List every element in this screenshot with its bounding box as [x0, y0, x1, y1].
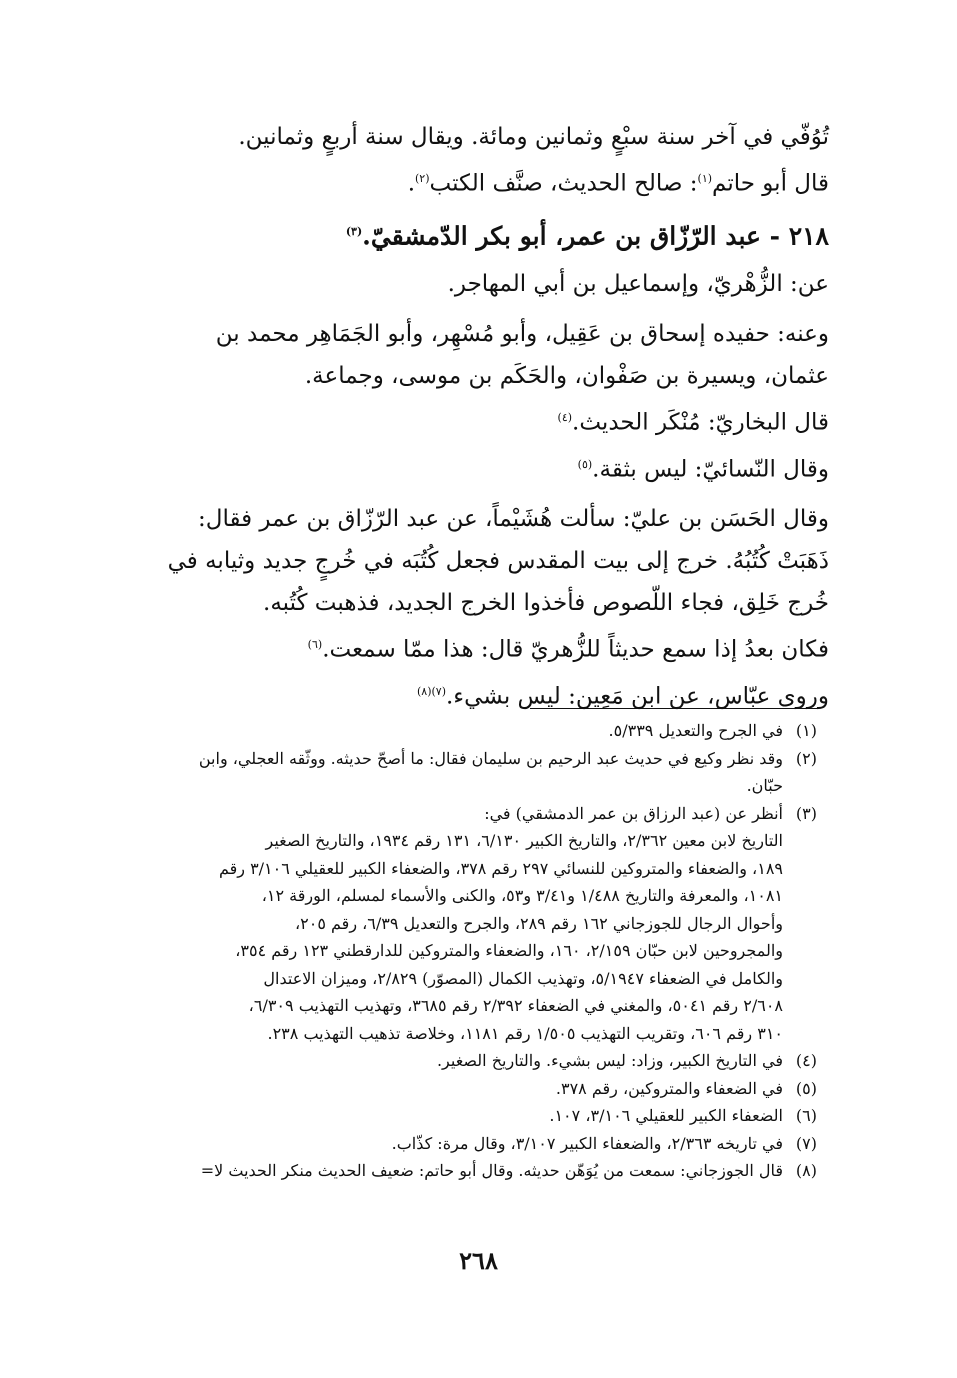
footnote-line: أنظر عن (عبد الرزاق بن عمر الدمشقي) في:	[484, 803, 783, 823]
footnote-line: في الضعفاء والمتروكين، رقم ٣٧٨.	[555, 1078, 783, 1098]
footnote-ref: (٣)	[345, 224, 363, 238]
footnote-number: (٦)	[795, 1106, 817, 1125]
footnote-line: في التاريخ الكبير، وزاد: ليس بشيء. والتاريخ الصغير.	[436, 1051, 783, 1070]
footnote-line: التاريخ لابن معين ٢/٣٦٢، والتاريخ الكبير ٦/١٣٠، ١٣١ رقم ١٩٣٤، والتاريخ الصغير	[265, 831, 783, 850]
footnote-number: (٥)	[795, 1078, 817, 1098]
text-span: وقال النّسائيّ: ليس بثقة.	[592, 456, 829, 483]
footnote-number: (٢)	[795, 748, 817, 768]
footnote-line: في تاريخه ٢/٣٦٣، والضعفاء الكبير ٣/١٠٧، وقال مرة: كذّاب.	[391, 1133, 783, 1153]
text-span: قال البخاريّ: مُنْكَر الحديث.	[572, 409, 829, 436]
footnote	[122, 1102, 817, 1130]
footnote-number: (٣)	[795, 803, 817, 823]
page-number: ٢٦٨	[459, 1246, 498, 1275]
footnote-line: وأحوال الرجال للجوزجاني ١٦٢ رقم ٢٨٩، والجرح والتعديل ٦/٣٩، رقم ٢٠٥،	[294, 913, 783, 933]
footnote-line: وقد نظر وكيع في حديث عبد الرحيم بن سليمان فقال: ما أصحّ حديثه. ووثّقه العجلي، وابن	[198, 748, 783, 768]
text-span: تُوُفّي في آخر سنة سبْعٍ وثمانين ومائة. ويقال سنة أربعٍ وثمانين.	[238, 124, 829, 150]
text-line	[128, 263, 829, 305]
footnote-ref: (٥)	[577, 457, 593, 471]
footnote-text	[122, 1047, 783, 1075]
text-line	[128, 355, 829, 397]
text-span: ذَهَبَتْ كُتُبُهُ. خرج إلى بيت المقدس فجعل كُتُبَه في خُرجٍ جديد وثيابه في	[167, 548, 829, 575]
footnote	[122, 800, 817, 1048]
text-line	[128, 313, 829, 355]
footnote-line: والكامل في الضعفاء ٥/١٩٤٧، وتهذيب الكمال (المصوّر) ٢/٨٢٩، وميزان الاعتدال	[263, 968, 783, 988]
text-span: : صالح الحديث، صنَّف الكتب	[429, 170, 698, 197]
text-line	[128, 444, 829, 491]
text-line	[128, 397, 829, 444]
text-span: عثمان، ويسيرة بن صَفْوان، والحَكَم بن موسى، وجماعة.	[304, 362, 829, 389]
text-span: قال أبو حاتم	[712, 170, 829, 197]
text-span: وقال الحَسَن بن عليّ: سألت هُشَيْماً، عن عبد الرّزّاق بن عمر فقال:	[198, 506, 829, 533]
footnote-line: ٣١٠ رقم ٦٠٦، وتقريب التهذيب ١/٥٠٥ رقم ١١٨١، وخلاصة تذهيب التهذيب ٢٣٨.	[267, 1023, 783, 1043]
footnote-ref: (٤)	[557, 410, 573, 424]
text-span: .	[407, 170, 415, 197]
footnote-text	[122, 1157, 783, 1185]
text-span: فكان بعدُ إذا سمع حديثاً للزُّهريّ قال: هذا ممّا سمعت.	[322, 636, 829, 663]
footnote-text	[122, 717, 783, 745]
footnote-number: (٨)	[795, 1161, 817, 1180]
footnote-text	[122, 1102, 783, 1130]
text-line	[128, 116, 829, 158]
main-text	[128, 116, 829, 718]
text-span: خُرج خَلِق، فجاء اللّصوص فأخذوا الخرج الجديد، فذهبت كُتُبه.	[263, 590, 829, 617]
footnote-text	[122, 1075, 783, 1103]
footnote-text	[122, 1130, 783, 1158]
footnote-ref: (١)	[697, 172, 713, 185]
footnotes	[122, 717, 817, 1185]
footnote-line: والمجروحين لابن حبّان ٢/١٥٩، ١٦٠، والضعفاء والمتروكين للدارقطني ١٢٣ رقم ٣٥٤،	[235, 941, 783, 960]
text-line	[128, 671, 829, 718]
footnote-line: ١٨٩، والضعفاء والمتروكين للنسائي ٢٩٧ رقم ٣٧٨، والضعفاء الكبير للعقيلي ٣/١٠٦ رقم	[218, 858, 783, 878]
footnote-number: (٧)	[795, 1133, 817, 1153]
footnote-text	[122, 745, 783, 800]
footnote	[122, 745, 817, 800]
text-line	[128, 582, 829, 624]
text-span: عن: الزُّهْريّ، وإسماعيل بن أبي المهاجر.	[447, 270, 829, 297]
footnote-ref: (٦)	[307, 638, 323, 652]
footnote-divider	[530, 708, 817, 709]
footnote-line: ١٠٨١، والمعرفة والتاريخ ١/٤٨٨ و٣/٤١ و٥٣، والكنى والأسماء لمسلم، الورقة ١٢،	[261, 886, 783, 905]
footnote-text	[122, 800, 783, 1048]
footnote	[122, 1157, 817, 1185]
footnote-ref: (٨)	[416, 684, 432, 698]
footnote	[122, 1075, 817, 1103]
footnote-line: ٢/٦٠٨ رقم ٥٠٤١، والمغني في الضعفاء ٢/٣٩٢ رقم ٣٦٨٥، وتهذيب التهذيب ٦/٣٠٩،	[248, 996, 783, 1015]
footnote	[122, 1047, 817, 1075]
footnote-line: في الجرح والتعديل ٥/٣٣٩.	[608, 721, 783, 740]
entry-heading	[128, 211, 829, 257]
text-line	[128, 498, 829, 540]
text-line	[128, 540, 829, 582]
footnote-ref: (٢)	[415, 172, 430, 185]
footnote-ref: (٧)	[431, 684, 446, 698]
text-span: وروى عبّاس، عن ابن مَعِين: ليس بشيء.	[446, 683, 829, 710]
footnote-number: (١)	[795, 721, 817, 740]
footnote	[122, 1130, 817, 1158]
footnote-line: حبّان.	[746, 776, 783, 795]
text-span: وعنه: حفيده إسحاق بن عَقِيل، وأبو مُسْهِر، وأبو الجَمَاهِر محمد بن	[215, 320, 829, 347]
footnote	[122, 717, 817, 745]
text-line	[128, 624, 829, 671]
footnote-line: قال الجوزجاني: سمعت من يُوَهّن حديثه. وقال أبو حاتم: ضعيف الحديث منكر الحديث لا=	[200, 1161, 783, 1180]
footnote-number: (٤)	[795, 1051, 817, 1070]
entry-title: ٢١٨ - عبد الرّزّاق بن عمر، أبو بكر الدّمشقيّ.	[362, 220, 829, 250]
footnote-line: الضعفاء الكبير للعقيلي ٣/١٠٦، ١٠٧.	[549, 1106, 783, 1125]
text-line	[128, 158, 829, 205]
